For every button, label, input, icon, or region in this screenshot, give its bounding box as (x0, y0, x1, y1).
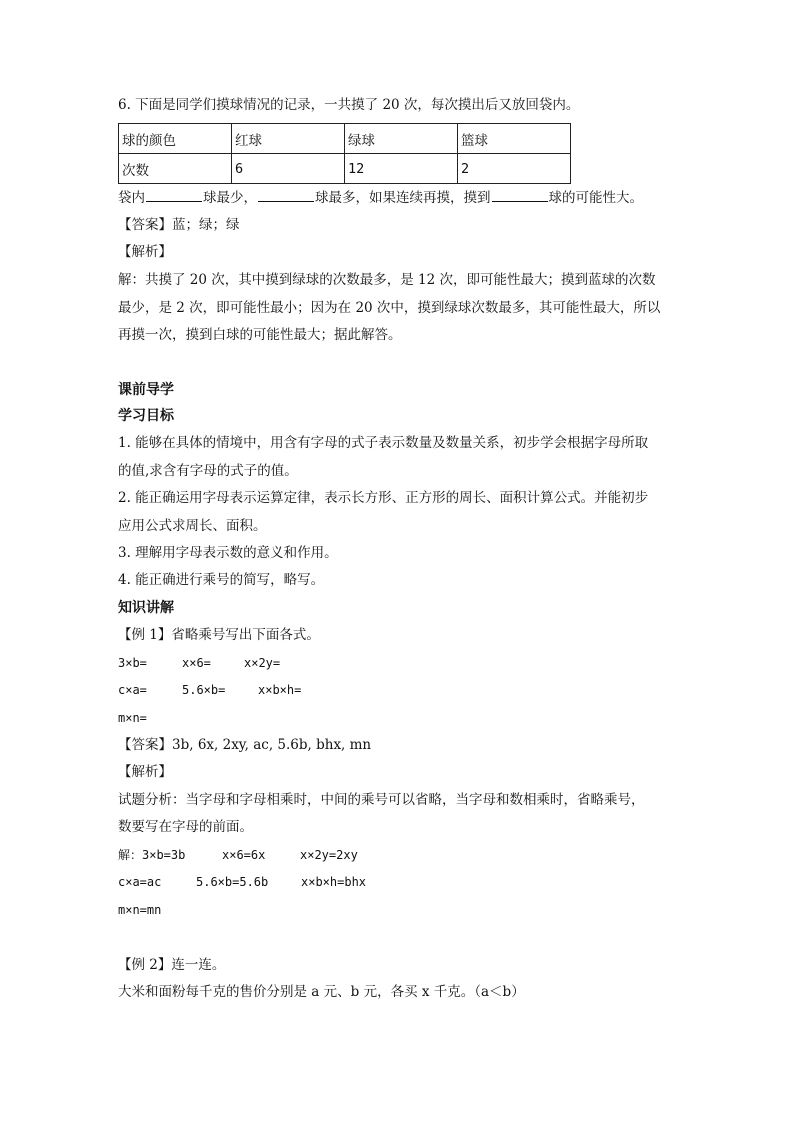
expression: 3×b= (118, 656, 147, 670)
ex1-solution-row (118, 901, 161, 919)
answer-blank[interactable] (258, 189, 314, 202)
solution: x×b×h=bhx (301, 875, 367, 889)
expression: 5.6×b= (182, 683, 226, 697)
solution: 5.6×b=5.6b (196, 875, 269, 889)
table-cell: 次数 (119, 154, 232, 184)
ex2-text: 大米和面粉每千克的售价分别是 a 元、b 元，各买 x 千克。（a＜b） (118, 984, 525, 1000)
ex1-title: 【例 1】省略乘号写出下面各式。 (118, 627, 320, 643)
goals-heading: 学习目标 (118, 408, 174, 424)
solution: x×6=6x (222, 848, 266, 862)
record-table (118, 123, 571, 184)
ex1-question-row (118, 681, 301, 699)
q6-title: 6. 下面是同学们摸球情况的记录，一共摸了 20 次，每次摸出后又放回袋内。 (118, 97, 580, 113)
ex1-answer: 【答案】3b, 6x, 2xy, ac, 5.6b, bhx, mn (118, 737, 372, 753)
table-cell: 12 (345, 154, 458, 184)
goal-line: 3. 理解用字母表示数的意义和作用。 (118, 545, 338, 561)
solution: m×n=mn (118, 903, 162, 917)
q6-analysis-heading: 【解析】 (118, 244, 172, 260)
goal-line: 4. 能正确进行乘号的简写，略写。 (118, 572, 325, 588)
q6-analysis-line: 再摸一次，摸到白球的可能性最大；据此解答。 (118, 327, 402, 343)
answer-blank[interactable] (492, 189, 548, 202)
answer-blank[interactable] (146, 189, 202, 202)
solution: c×a=ac (118, 875, 162, 889)
knowledge-heading: 知识讲解 (118, 600, 174, 616)
table-cell: 2 (458, 154, 571, 184)
fill-text: 球最多，如果连续再摸，摸到 (315, 190, 491, 206)
section-heading-preview: 课前导学 (118, 382, 174, 398)
fill-text: 球最少， (203, 190, 257, 206)
table-cell: 绿球 (345, 124, 458, 154)
solution: x×2y=2xy (300, 848, 358, 862)
goal-line: 的值,求含有字母的式子的值。 (118, 463, 298, 479)
ex2-title: 【例 2】连一连。 (118, 957, 226, 973)
table-row (119, 124, 571, 154)
expression: x×b×h= (258, 683, 302, 697)
ex1-analysis-line: 数要写在字母的前面。 (118, 819, 253, 835)
ex1-question-row (118, 654, 280, 672)
table-cell: 红球 (232, 124, 345, 154)
expression: c×a= (118, 683, 147, 697)
goal-line: 1. 能够在具体的情境中，用含有字母的式子表示数量及数量关系，初步学会根据字母所取 (118, 435, 649, 451)
ex1-solution-row (118, 846, 358, 864)
goal-line: 2. 能正确运用字母表示运算定律，表示长方形、正方形的周长、面积计算公式。并能初步 (118, 490, 649, 506)
solution: 解：3×b=3b (118, 848, 186, 862)
ex1-analysis-line: 试题分析：当字母和字母相乘时，中间的乘号可以省略，当字母和数相乘时，省略乘号， (118, 792, 645, 808)
fill-text: 袋内 (118, 190, 145, 206)
table-cell: 篮球 (458, 124, 571, 154)
goal-line: 应用公式求周长、面积。 (118, 518, 267, 534)
fill-text: 球的可能性大。 (548, 190, 643, 206)
expression: x×2y= (244, 656, 281, 670)
ex1-solution-row (118, 873, 366, 891)
table-cell: 6 (232, 154, 345, 184)
q6-analysis-line: 最少，是 2 次，即可能性最小；因为在 20 次中，摸到绿球次数最多，其可能性最大，所以 (118, 300, 661, 316)
ex1-analysis-heading: 【解析】 (118, 764, 172, 780)
expression: m×n= (118, 711, 147, 725)
table-cell: 球的颜色 (119, 124, 232, 154)
table-row (119, 154, 571, 184)
q6-analysis-line: 解：共摸了 20 次，其中摸到绿球的次数最多，是 12 次，即可能性最大；摸到蓝球的次数 (118, 272, 656, 288)
q6-fill-line (118, 189, 643, 207)
q6-answer: 【答案】蓝；绿；绿 (118, 217, 240, 233)
expression: x×6= (182, 656, 211, 670)
ex1-question-row (118, 709, 147, 727)
